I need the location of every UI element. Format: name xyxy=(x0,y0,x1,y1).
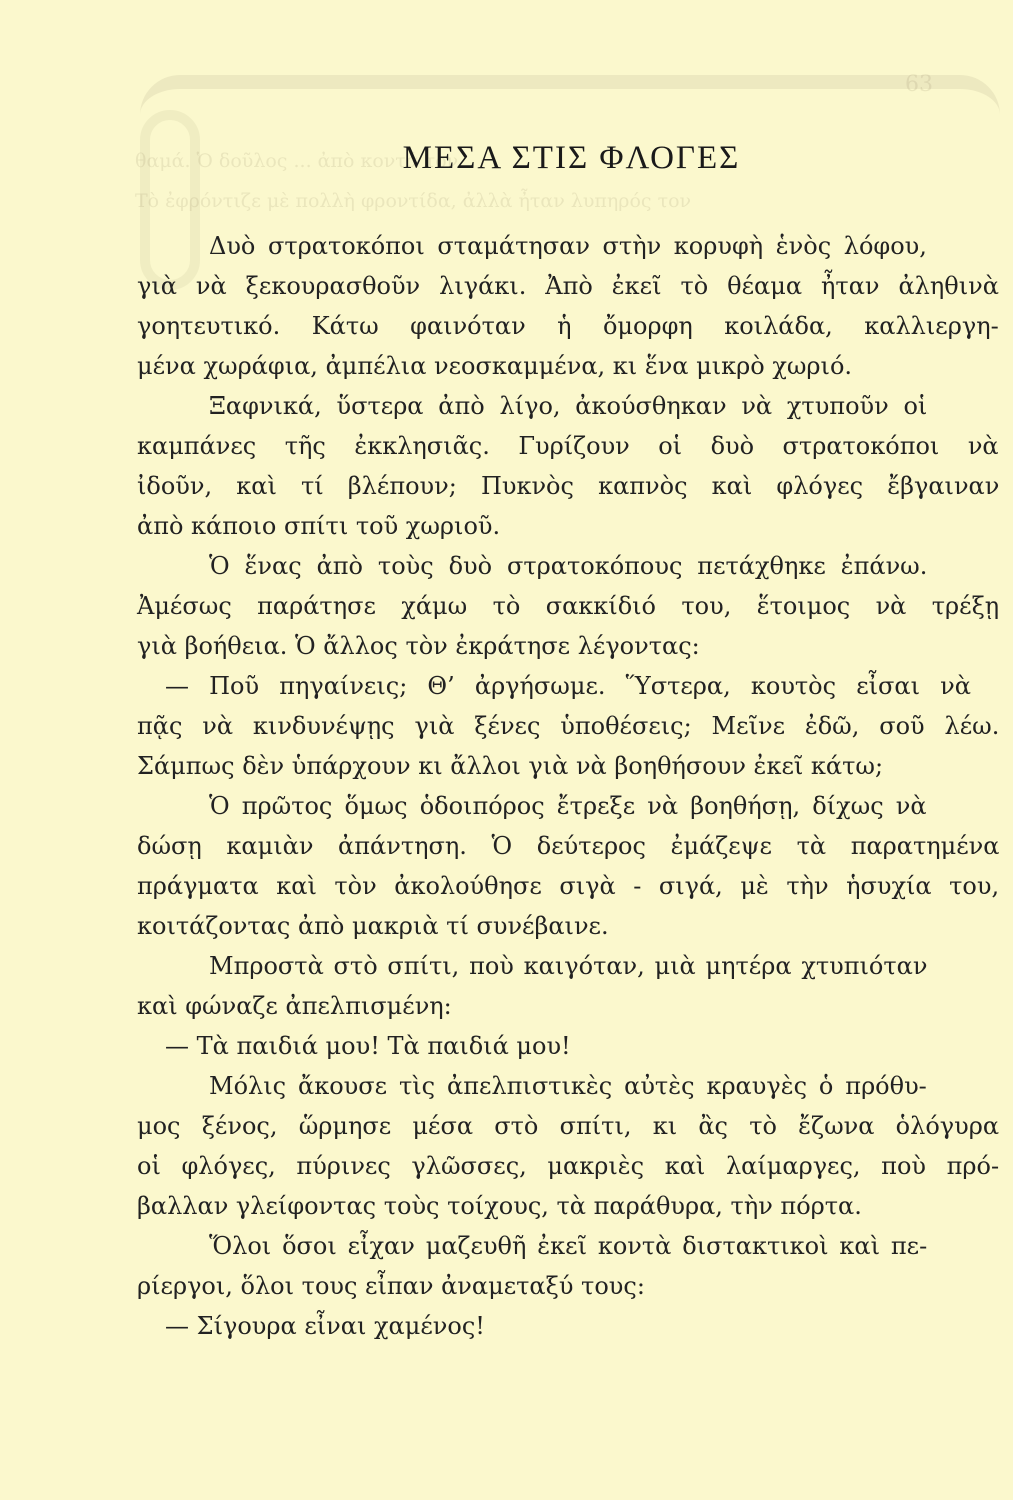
text-line: μένα χωράφια, ἀμπέλια νεοσκαμμένα, κι ἕνα μικρὸ χωριό. xyxy=(137,352,853,380)
text-line: ρίεργοι, ὅλοι τους εἶπαν ἀναμεταξύ τους: xyxy=(137,1272,645,1300)
paragraph xyxy=(137,1226,999,1306)
text-line: πᾷς νὰ κινδυνέψῃς γιὰ ξένες ὑποθέσεις; Μεῖνε ἐδῶ, σοῦ λέω. xyxy=(137,712,1000,740)
text-line: Μπροστὰ στὸ σπίτι, ποὺ καιγόταν, μιὰ μητέρα χτυπιόταν xyxy=(209,952,928,980)
paragraph xyxy=(137,546,999,666)
text-line: γοητευτικό. Κάτω φαινόταν ἡ ὄμορφη κοιλάδα, καλλιεργη- xyxy=(137,312,999,340)
bleed-through-line: θαμά. Ὁ δοῦλος ... ἀπὸ κοντά τον xyxy=(135,150,459,172)
text-line: Ὁ πρῶτος ὅμως ὁδοιπόρος ἔτρεξε νὰ βοηθήσῃ, δίχως νὰ xyxy=(209,792,927,820)
text-line: Μόλις ἄκουσε τὶς ἀπελπιστικὲς αὐτὲς κραυγὲς ὁ πρόθυ- xyxy=(209,1072,927,1100)
text-line: κοιτάζοντας ἀπὸ μακριὰ τί συνέβαινε. xyxy=(137,912,609,940)
paragraph xyxy=(137,386,999,546)
text-line: καμπάνες τῆς ἐκκλησιᾶς. Γυρίζουν οἱ δυὸ στρατοκόποι νὰ xyxy=(137,432,999,460)
text-line: — Σίγουρα εἶναι χαμένος! xyxy=(165,1312,485,1340)
text-line: ἀπὸ κάποιο σπίτι τοῦ χωριοῦ. xyxy=(137,512,501,540)
text-line: οἱ φλόγες, πύρινες γλῶσσες, μακριὲς καὶ λαίμαργες, ποὺ πρό- xyxy=(137,1152,1000,1180)
text-line: γιὰ νὰ ξεκουρασθοῦν λιγάκι. Ἀπὸ ἐκεῖ τὸ θέαμα ἦταν ἀληθινὰ xyxy=(137,272,999,300)
text-line: Ὅλοι ὅσοι εἶχαν μαζευθῆ ἐκεῖ κοντὰ διστακτικοὶ καὶ πε- xyxy=(209,1232,928,1260)
text-line: ἰδοῦν, καὶ τί βλέπουν; Πυκνὸς καπνὸς καὶ φλόγες ἔβγαιναν xyxy=(137,472,1000,500)
text-line: γιὰ βοήθεια. Ὁ ἄλλος τὸν ἐκράτησε λέγοντας: xyxy=(137,632,700,660)
text-line: Σάμπως δὲν ὑπάρχουν κι ἄλλοι γιὰ νὰ βοηθήσουν ἐκεῖ κάτω; xyxy=(137,752,884,780)
dialogue-paragraph xyxy=(137,1306,999,1346)
chapter-title: ΜΕΣΑ ΣΤΙΣ ΦΛΟΓΕΣ xyxy=(402,140,741,176)
text-line: βαλλαν γλείφοντας τοὺς τοίχους, τὰ παράθυρα, τὴν πόρτα. xyxy=(137,1192,862,1220)
paragraph xyxy=(137,1066,999,1226)
text-line: Ξαφνικά, ὕστερα ἀπὸ λίγο, ἀκούσθηκαν νὰ χτυποῦν οἱ xyxy=(209,392,928,420)
text-line: — Τὰ παιδιά μου! Τὰ παιδιά μου! xyxy=(165,1032,571,1060)
text-line: πράγματα καὶ τὸν ἀκολούθησε σιγὰ - σιγά, μὲ τὴν ἡσυχία του, xyxy=(137,872,1000,900)
text-line: δώσῃ καμιὰν ἀπάντηση. Ὁ δεύτερος ἐμάζεψε τὰ παρατημένα xyxy=(137,832,1000,860)
paragraph xyxy=(137,786,999,946)
bleed-through-page-number: 63 xyxy=(905,72,933,97)
text-line: μος ξένος, ὥρμησε μέσα στὸ σπίτι, κι ἂς τὸ ἔζωνα ὁλόγυρα xyxy=(137,1112,1000,1140)
text-line: Ὁ ἕνας ἀπὸ τοὺς δυὸ στρατοκόπους πετάχθηκε ἐπάνω. xyxy=(209,552,928,580)
text-line: Δυὸ στρατοκόποι σταμάτησαν στὴν κορυφὴ ἑνὸς λόφου, xyxy=(209,232,927,260)
bleed-through-line: Τὸ ἐφρόντιζε μὲ πολλὴ φροντίδα, ἀλλὰ ἦταν λυπηρός τον xyxy=(135,190,692,212)
paragraph xyxy=(137,946,999,1026)
text-line: Ἀμέσως παράτησε χάμω τὸ σακκίδιό του, ἕτοιμος νὰ τρέξῃ xyxy=(137,592,1000,620)
dialogue-paragraph xyxy=(137,666,999,786)
body-text xyxy=(137,226,999,1346)
dialogue-paragraph xyxy=(137,1026,999,1066)
text-line: — Ποῦ πηγαίνεις; Θ’ ἀργήσωμε. Ὕστερα, κουτὸς εἶσαι νὰ xyxy=(165,672,971,700)
text-line: καὶ φώναζε ἀπελπισμένη: xyxy=(137,992,452,1020)
paragraph xyxy=(137,226,999,386)
